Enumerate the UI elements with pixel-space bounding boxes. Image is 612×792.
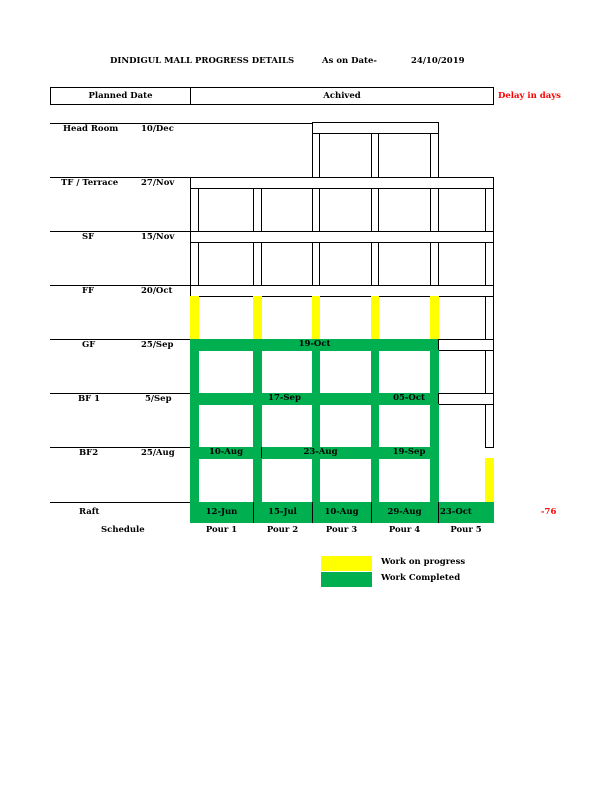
terrace-column [371,188,379,232]
raft-date-pour5: 23-Oct [440,507,472,517]
planned-date-header: Planned Date [88,91,153,101]
bf2-achieved-date-b: 23-Aug [303,447,338,457]
bf1-achieved-date-b: 05-Oct [393,393,425,403]
raft-date-pour3: 10-Aug [324,507,359,517]
bf2-achieved-date-c: 19-Sep [392,447,426,457]
head-room-column [312,133,320,178]
gf-column-completed [312,350,320,394]
floor-planned-ff: 20/Oct [141,286,173,296]
floor-planned-terrace: 27/Nov [141,178,175,188]
delay-header: Delay in days [498,91,561,101]
floor-planned-bf2: 25/Aug [141,448,175,458]
as-on-date: 24/10/2019 [411,56,465,66]
delay-value: -76 [541,507,557,517]
bf2-column-in-progress [485,458,494,502]
report-title: DINDIGUL MALL PROGRESS DETAILS [110,56,295,66]
floor-name-sf: SF [82,232,95,242]
bf2-column-completed [253,458,262,502]
sf-column [190,242,199,286]
floor-name-ff: FF [82,286,95,296]
ff-slab [190,285,494,297]
ff-column-in-progress [253,296,262,340]
pour-label-2: Pour 2 [266,525,299,535]
gf-column [485,350,494,394]
sf-slab [190,231,494,243]
pour-label-1: Pour 1 [205,525,238,535]
ff-column-in-progress [430,296,439,340]
head-room-column [371,133,379,178]
floor-name-raft: Raft [79,507,100,517]
floor-name-terrace: TF / Terrace [61,178,119,188]
floor-name-head-room: Head Room [63,124,119,134]
sf-column [371,242,379,286]
floor-name-bf2: BF2 [79,448,99,458]
floor-planned-bf1: 5/Sep [145,394,172,404]
floor-line-raft [50,502,191,503]
pour-label-5: Pour 5 [450,525,482,535]
legend-label-completed: Work Completed [381,573,461,583]
schedule-label: Schedule [101,525,145,535]
floor-name-gf: GF [82,340,96,350]
head-room-column [430,133,439,178]
pour-label-4: Pour 4 [388,525,421,535]
sf-column [485,242,494,286]
gf-column-completed [430,350,439,394]
floor-name-bf1: BF 1 [78,394,101,404]
raft-date-pour2: 15-Jul [268,507,297,517]
ff-column-in-progress [312,296,320,340]
sf-column [312,242,320,286]
bf2-column-completed [371,458,379,502]
legend-swatch-completed [321,572,372,587]
bf1-column-completed [371,404,379,448]
floor-planned-sf: 15/Nov [141,232,175,242]
gf-achieved-date: 19-Oct [298,339,331,349]
ff-column [485,296,494,340]
bf1-column [485,404,494,448]
legend-label-in-progress: Work on progress [381,557,466,567]
sf-column [430,242,439,286]
as-on-label: As on Date- [322,56,377,66]
terrace-column [312,188,320,232]
bf2-column-completed [190,458,199,502]
bf1-achieved-date-a: 17-Sep [268,393,301,403]
bf1-column-completed [253,404,262,448]
bf2-achieved-date-a: 10-Aug [208,447,244,457]
bf1-column-completed [430,404,439,448]
raft-date-pour1: 12-Jun [205,507,238,517]
terrace-column [485,188,494,232]
bf2-column-completed [312,458,320,502]
floor-planned-head-room: 10/Dec [141,124,174,134]
pour-label-3: Pour 3 [325,525,358,535]
floor-planned-gf: 25/Sep [141,340,174,350]
sf-column [253,242,262,286]
terrace-slab [190,177,494,189]
bf1-column-completed [312,404,320,448]
raft-divider [438,502,439,523]
ff-column-in-progress [190,296,199,340]
gf-column-completed [371,350,379,394]
gf-column-completed [190,350,199,394]
legend-swatch-in-progress [321,556,372,571]
ff-column-in-progress [371,296,379,340]
terrace-column [190,188,199,232]
achieved-header: Achived [323,91,361,101]
terrace-column [430,188,439,232]
raft-date-pour4: 29-Aug [387,507,422,517]
bf1-column-completed [190,404,199,448]
gf-column-completed [253,350,262,394]
bf2-column-completed [430,458,439,502]
terrace-column [253,188,262,232]
